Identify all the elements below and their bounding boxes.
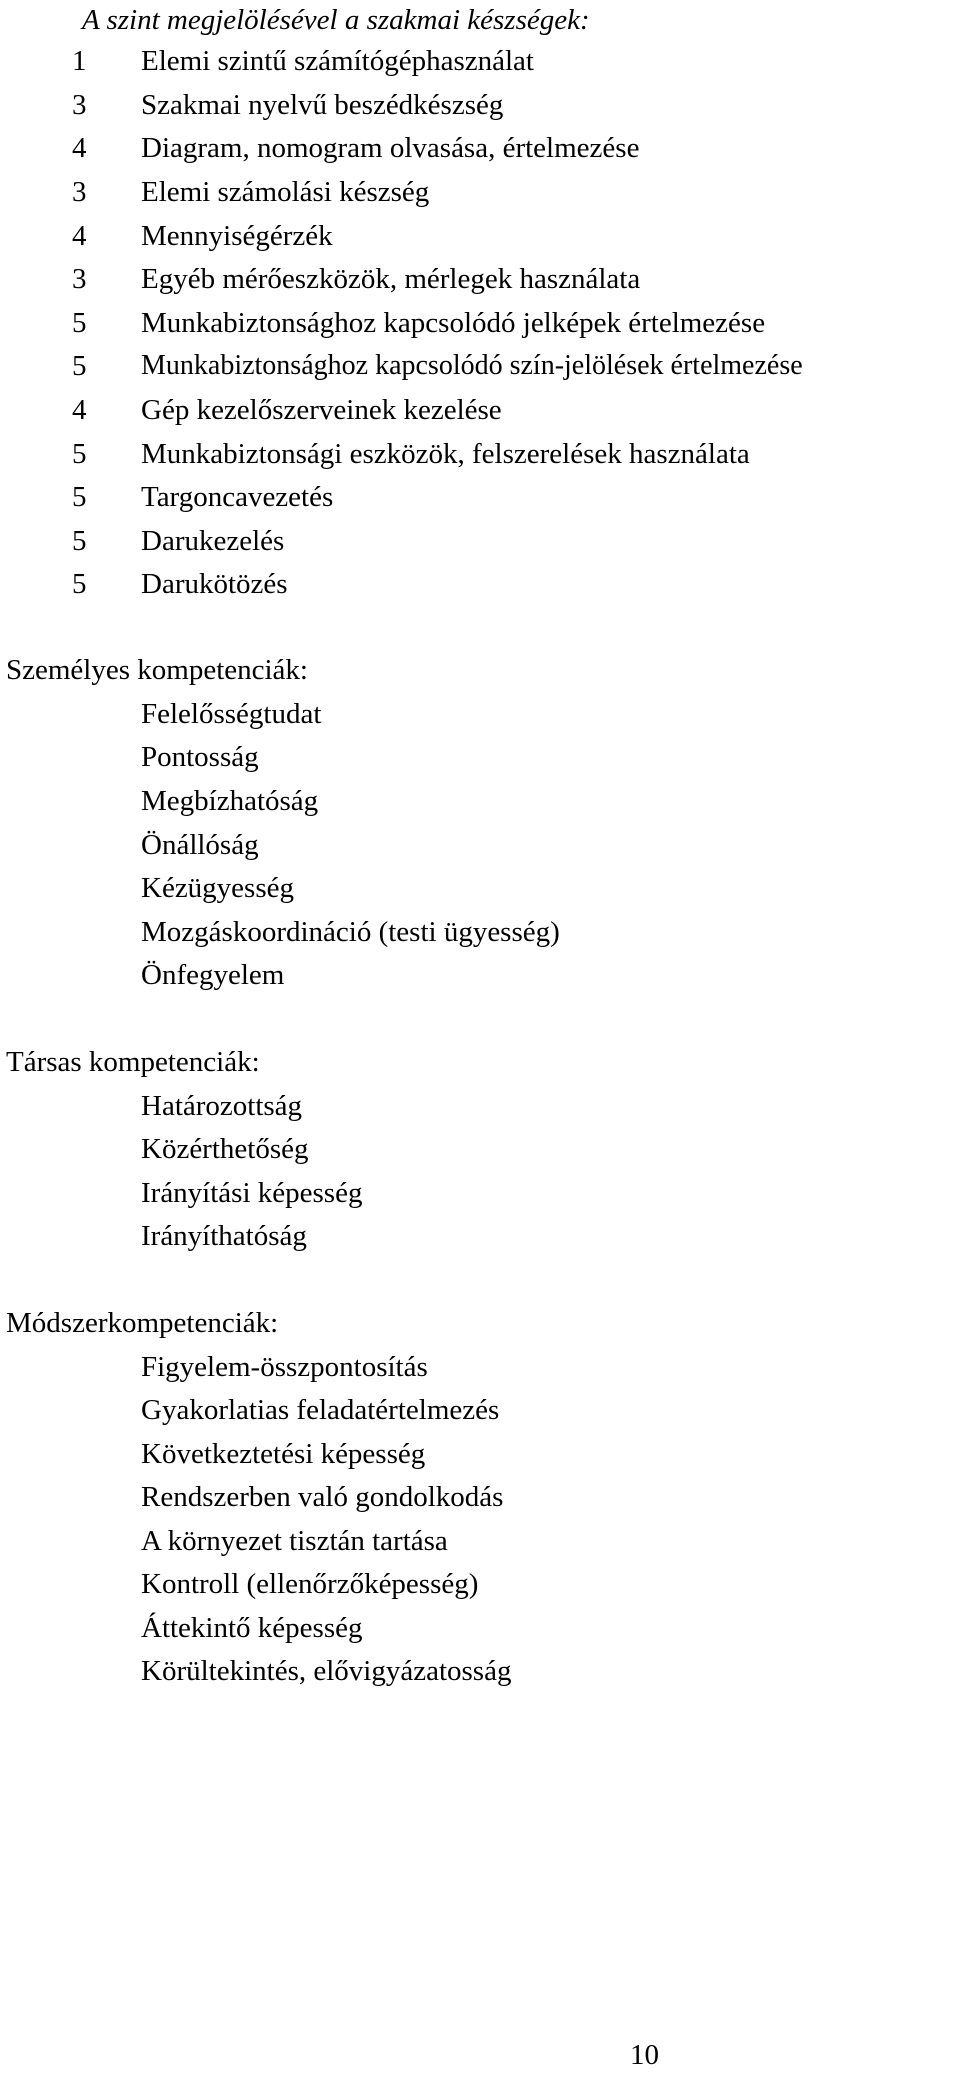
list-item: Áttekintő képesség (141, 1612, 363, 1644)
list-item: Kontroll (ellenőrzőképesség) (141, 1568, 479, 1600)
personal-competencies-heading: Személyes kompetenciák: (6, 654, 308, 686)
skill-text: Munkabiztonsági eszközök, felszerelések használata (141, 438, 750, 470)
skill-level: 5 (72, 568, 87, 600)
skill-level: 5 (72, 525, 87, 557)
list-item: Irányítási képesség (141, 1177, 363, 1209)
list-item: Önfegyelem (141, 959, 285, 991)
list-item: Kézügyesség (141, 872, 295, 904)
skill-level: 5 (72, 307, 87, 339)
list-item: Felelősségtudat (141, 698, 322, 730)
skill-text: Darukötözés (141, 568, 288, 600)
skill-text: Elemi számolási készség (141, 176, 430, 208)
skill-text: Szakmai nyelvű beszédkészség (141, 89, 504, 121)
page-number: 10 (630, 2039, 659, 2071)
list-item: Körültekintés, elővigyázatosság (141, 1655, 512, 1687)
list-item: Határozottság (141, 1090, 303, 1122)
list-item: Következtetési képesség (141, 1438, 426, 1470)
skill-level: 3 (72, 89, 87, 121)
list-item: Mozgáskoordináció (testi ügyesség) (141, 916, 560, 948)
list-item: Figyelem-összpontosítás (141, 1351, 428, 1383)
list-item: Közérthetőség (141, 1133, 309, 1165)
list-item: Rendszerben való gondolkodás (141, 1481, 504, 1513)
skill-text: Munkabiztonsághoz kapcsolódó jelképek értelmezése (141, 307, 766, 339)
method-competencies-heading: Módszerkompetenciák: (6, 1307, 279, 1339)
skill-level: 4 (72, 220, 87, 252)
list-item: Megbízhatóság (141, 785, 319, 817)
list-item: Gyakorlatias feladatértelmezés (141, 1394, 500, 1426)
skill-level: 3 (72, 176, 87, 208)
skill-text: Elemi szintű számítógéphasználat (141, 45, 534, 77)
list-item: Irányíthatóság (141, 1220, 307, 1252)
skill-text: Mennyiségérzék (141, 220, 333, 252)
skill-level: 4 (72, 394, 87, 426)
skill-text: Egyéb mérőeszközök, mérlegek használata (141, 263, 641, 295)
skill-level: 1 (72, 45, 87, 77)
skill-text: Darukezelés (141, 525, 285, 557)
skill-level: 5 (72, 350, 87, 382)
skill-text: Munkabiztonsághoz kapcsolódó szín-jelölések értelmezése (141, 350, 803, 381)
list-item: Pontosság (141, 741, 259, 773)
skill-level: 5 (72, 438, 87, 470)
list-item: Önállóság (141, 829, 259, 861)
skill-level: 5 (72, 481, 87, 513)
skill-level: 4 (72, 132, 87, 164)
skill-text: Diagram, nomogram olvasása, értelmezése (141, 132, 640, 164)
skills-heading: A szint megjelölésével a szakmai készségek: (82, 4, 590, 36)
skill-text: Targoncavezetés (141, 481, 334, 513)
list-item: A környezet tisztán tartása (141, 1525, 448, 1557)
social-competencies-heading: Társas kompetenciák: (6, 1046, 260, 1078)
skill-text: Gép kezelőszerveinek kezelése (141, 394, 502, 426)
skill-level: 3 (72, 263, 87, 295)
